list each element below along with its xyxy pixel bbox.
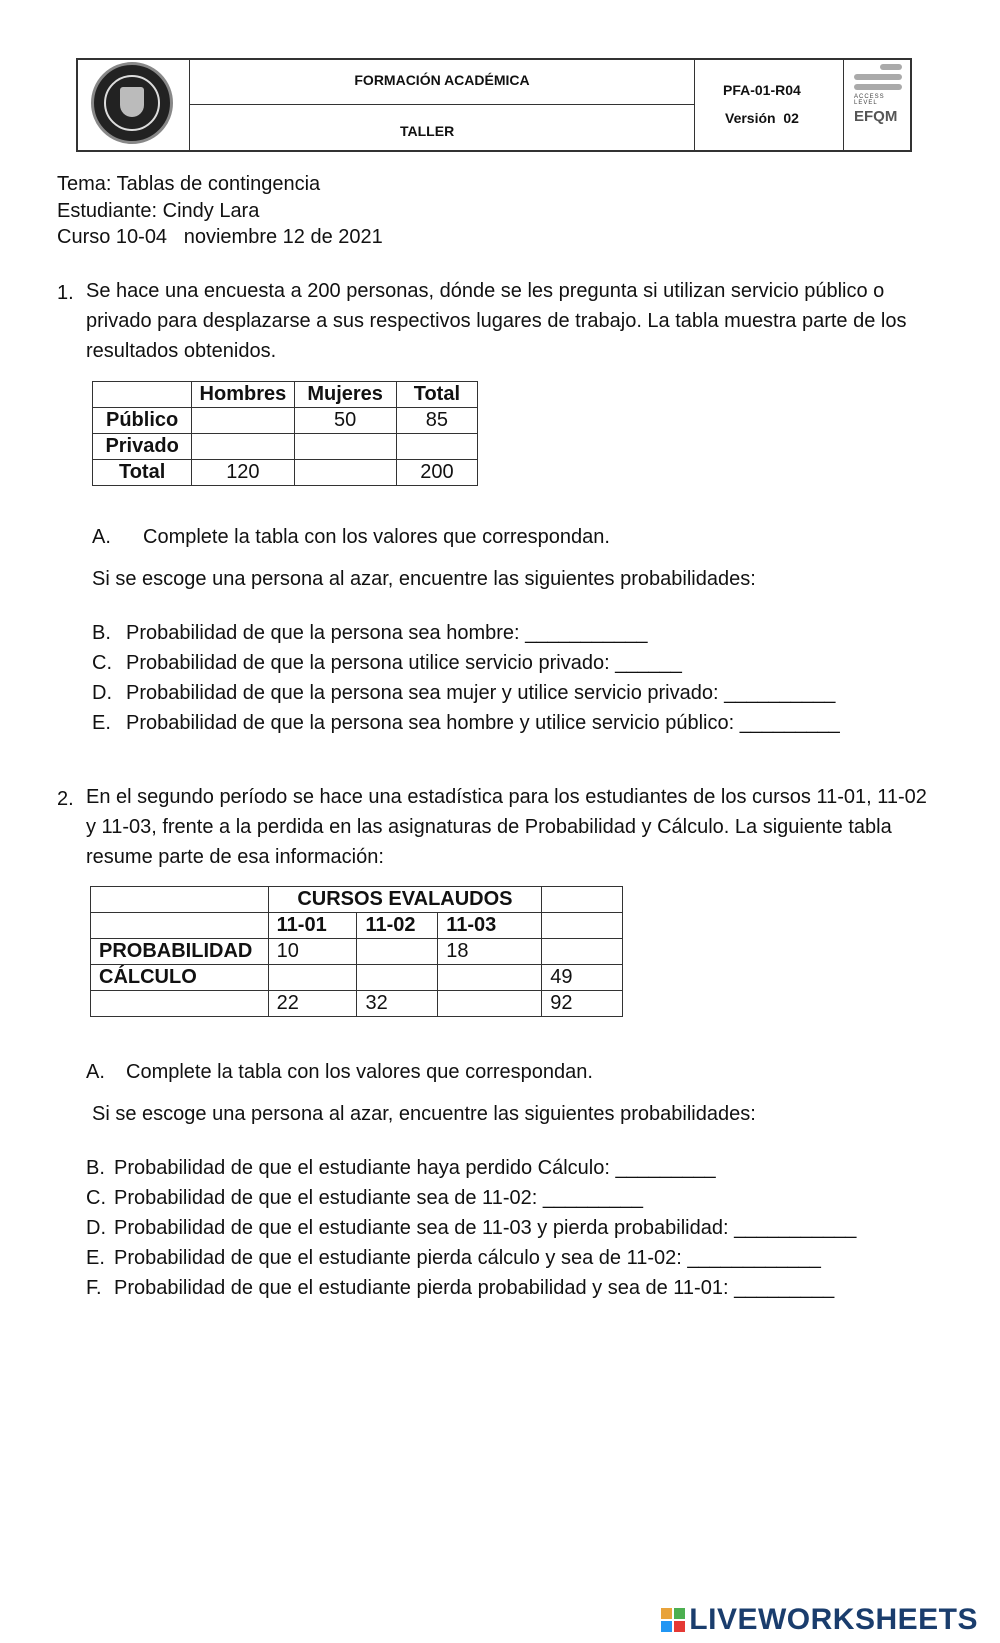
q1-header-empty xyxy=(93,382,192,408)
q1-item-e-text[interactable]: Probabilidad de que la persona sea hombre y utilice servicio público: _________ xyxy=(126,712,840,734)
q2-cell[interactable] xyxy=(268,965,357,991)
watermark-text: LIVEWORKSHEETS xyxy=(689,1603,978,1636)
efqm-logo-cell xyxy=(844,60,910,150)
table-row xyxy=(91,887,623,913)
q2-item-f-letter: F. xyxy=(86,1277,102,1299)
q2-cell[interactable] xyxy=(438,965,542,991)
q1-cell[interactable] xyxy=(192,434,294,460)
q2-cell[interactable] xyxy=(438,991,542,1017)
q1-row-label: Público xyxy=(93,408,192,434)
q1-intro: Si se escoge una persona al azar, encuentre las siguientes probabilidades: xyxy=(92,568,756,590)
q2-row-label: CÁLCULO xyxy=(91,965,269,991)
q1-table xyxy=(92,381,478,486)
q2-corner-cell xyxy=(91,887,269,913)
q2-cell: 49 xyxy=(542,965,623,991)
q2-cell[interactable] xyxy=(542,939,623,965)
table-row xyxy=(91,939,623,965)
q2-row-label: PROBABILIDAD xyxy=(91,939,269,965)
table-row xyxy=(93,434,478,460)
efqm-small-text: ACCESS LEVEL xyxy=(854,94,885,106)
q2-cell[interactable] xyxy=(357,939,438,965)
table-row xyxy=(93,382,478,408)
q2-item-d-letter: D. xyxy=(86,1217,106,1239)
q2-subheader-empty xyxy=(91,913,269,939)
q2-item-e-letter: E. xyxy=(86,1247,105,1269)
q1-item-e-letter: E. xyxy=(92,712,111,734)
q2-cell: 22 xyxy=(268,991,357,1017)
q1-cell[interactable] xyxy=(192,408,294,434)
q1-statement: Se hace una encuesta a 200 personas, dónde se les pregunta si utilizan servicio público o privado para desplazarse a sus respectivos lugares de trabajo. La tabla muestra parte de los resultados obtenidos. xyxy=(86,280,907,362)
document-header xyxy=(76,58,912,152)
course-date-line: Curso 10-04 noviembre 12 de 2021 xyxy=(57,226,383,248)
q1-cell[interactable] xyxy=(294,434,396,460)
q1-cell[interactable] xyxy=(294,460,396,486)
document-code: PFA-01-R04 xyxy=(723,82,801,98)
q2-item-b-letter: B. xyxy=(86,1157,105,1179)
q1-header-hombres: Hombres xyxy=(192,382,294,408)
q1-header-mujeres: Mujeres xyxy=(294,382,396,408)
q2-intro: Si se escoge una persona al azar, encuentre las siguientes probabilidades: xyxy=(92,1103,756,1125)
q2-cell[interactable] xyxy=(357,965,438,991)
q2-group-header: CURSOS EVALAUDOS xyxy=(268,887,542,913)
student-line: Estudiante: Cindy Lara xyxy=(57,200,260,222)
q2-item-f-text[interactable]: Probabilidad de que el estudiante pierda probabilidad y sea de 11-01: _________ xyxy=(114,1277,835,1299)
q2-a-letter: A. xyxy=(86,1061,105,1083)
q1-item-b-text[interactable]: Probabilidad de que la persona sea hombre: ___________ xyxy=(126,622,648,644)
table-row xyxy=(91,913,623,939)
q1-row-label: Privado xyxy=(93,434,192,460)
table-row xyxy=(93,460,478,486)
liveworksheets-logo-icon xyxy=(661,1608,685,1632)
q1-cell: 50 xyxy=(294,408,396,434)
q2-item-c-text[interactable]: Probabilidad de que el estudiante sea de 11-02: _________ xyxy=(114,1187,643,1209)
q2-header-1103: 11-03 xyxy=(438,913,542,939)
liveworksheets-watermark xyxy=(661,1603,978,1637)
q2-item-d-text[interactable]: Probabilidad de que el estudiante sea de 11-03 y pierda probabilidad: ___________ xyxy=(114,1217,857,1239)
q2-cell: 18 xyxy=(438,939,542,965)
q2-statement: En el segundo período se hace una estadística para los estudiantes de los cursos 11-01, 11-02 y 11-03, frente a la perdida en las asignaturas de Probabilidad y Cálculo. La siguiente tabla resume parte de esa información: xyxy=(86,786,927,868)
table-row xyxy=(91,965,623,991)
q1-item-b-letter: B. xyxy=(92,622,111,644)
header-subtitle: TALLER xyxy=(400,123,455,139)
q2-cell: 32 xyxy=(357,991,438,1017)
q2-total-col-header xyxy=(542,887,623,913)
q2-number: 2. xyxy=(57,788,74,810)
topic-line: Tema: Tablas de contingencia xyxy=(57,173,321,195)
q1-item-c-text[interactable]: Probabilidad de que la persona utilice servicio privado: ______ xyxy=(126,652,682,674)
q2-item-b-text[interactable]: Probabilidad de que el estudiante haya perdido Cálculo: _________ xyxy=(114,1157,716,1179)
header-code-cell xyxy=(695,60,844,150)
q2-table xyxy=(90,886,623,1017)
q2-subheader-total xyxy=(542,913,623,939)
q2-row-label xyxy=(91,991,269,1017)
q1-cell: 200 xyxy=(396,460,477,486)
school-seal-icon xyxy=(91,62,173,144)
header-title-cell xyxy=(190,60,695,105)
q1-a-letter: A. xyxy=(92,526,111,548)
q1-item-d-letter: D. xyxy=(92,682,112,704)
q1-row-label: Total xyxy=(93,460,192,486)
header-title: FORMACIÓN ACADÉMICA xyxy=(354,72,530,88)
q2-cell: 92 xyxy=(542,991,623,1017)
q1-cell: 120 xyxy=(192,460,294,486)
document-version: Versión 02 xyxy=(725,110,799,126)
header-subtitle-cell xyxy=(190,105,695,150)
q2-item-e-text[interactable]: Probabilidad de que el estudiante pierda cálculo y sea de 11-02: ____________ xyxy=(114,1247,821,1269)
q2-header-1101: 11-01 xyxy=(268,913,357,939)
q1-item-c-letter: C. xyxy=(92,652,112,674)
table-row xyxy=(93,408,478,434)
q1-a-text: Complete la tabla con los valores que correspondan. xyxy=(143,526,610,548)
table-row xyxy=(91,991,623,1017)
q1-header-total: Total xyxy=(396,382,477,408)
efqm-logo-text: EFQM xyxy=(854,108,898,125)
q2-header-1102: 11-02 xyxy=(357,913,438,939)
q1-cell[interactable] xyxy=(396,434,477,460)
q2-cell: 10 xyxy=(268,939,357,965)
q2-item-c-letter: C. xyxy=(86,1187,106,1209)
q1-item-d-text[interactable]: Probabilidad de que la persona sea mujer y utilice servicio privado: __________ xyxy=(126,682,836,704)
q1-number: 1. xyxy=(57,282,74,304)
q2-a-text: Complete la tabla con los valores que correspondan. xyxy=(126,1061,593,1083)
q1-cell: 85 xyxy=(396,408,477,434)
logo-cell xyxy=(78,60,190,150)
